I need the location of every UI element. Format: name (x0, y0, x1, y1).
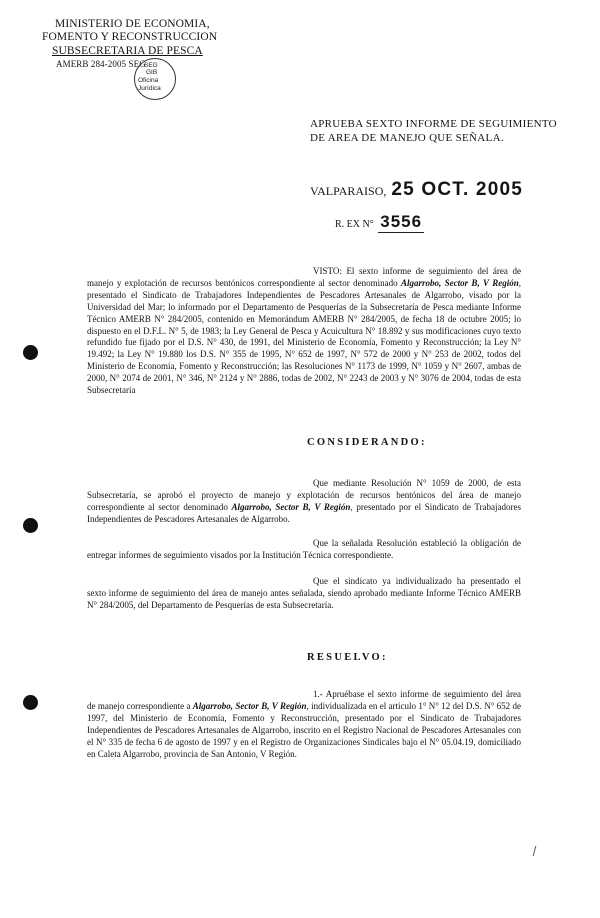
punch-hole-top (23, 345, 38, 360)
amerb-reference: AMERB 284-2005 SEG (56, 59, 146, 69)
resolution-number-block (335, 212, 424, 233)
considerando-paragraph-1 (87, 478, 521, 526)
stamp-line-2: GIB (146, 69, 158, 76)
considerando-1-text-b: , presentado por el Sindicato de Trabajadores Independientes de Pescadores Artesanales de Algarrobo. (87, 501, 521, 524)
considerando-2-text: Que la señalada Resolución estableció la obligación de entregar informes de seguimiento visados por la Institución Técnica correspondiente. (87, 538, 521, 560)
considerando-heading: CONSIDERANDO: (307, 437, 427, 448)
resuelvo-1-sector-name: Algarrobo, Sector B, V Región (192, 700, 307, 711)
office-stamp (134, 58, 176, 100)
visto-text-1: El sexto informe de seguimiento del área de manejo y explotación de recursos bentónicos correspondiente al sector denominado (87, 266, 521, 288)
resuelvo-heading: RESUELVO: (307, 652, 388, 663)
stamp-line-4: Jurídica (138, 85, 161, 92)
rex-label: R. EX N° (335, 219, 374, 230)
punch-hole-bottom (23, 695, 38, 710)
visto-label: VISTO: (313, 266, 342, 276)
visto-text-2: , presentado el Sindicato de Trabajadores Independientes de Pescadores Artesanales de Algarrobo, visado por la Universidad del Mar; lo informado por el Departamento de Pesquerías de la Subsecretaría de Pesca mediante Informe Técnico AMERB N° 284/2005, contenido en Memorándum AMERB N° 284/2005, de fecha 18 de octubre 2005; lo dispuesto en el D.F.L. N° 5, de 1983; la Ley General de Pesca y Acuicultura N° 18.892 y sus modificaciones cuyo texto refundido fue fijado por el D.S. N° 430, de 1991, del Ministerio de Economía, Fomento y Reconstrucción; la Ley N° 19.492; la Ley N° 19.880 los D.S. N° 355 de 1995, N° 652 de 1997, N° 572 de 2000 y N° 253 de 2002, todos del Ministerio de Economía, Fomento y Reconstrucción; las Resoluciones N° 1173 de 1999, N° 1059 y N° 2607, ambas de 2000, N° 2074 de 2001, N° 346, N° 2124 y N° 2886, todas de 2002, N° 2243 de 2003 y N° 3076 de 2004, todas de esta Subsecretaría (87, 277, 521, 396)
rex-number: 3556 (380, 212, 423, 231)
stamp-line-3: Oficina (138, 77, 159, 84)
city-name: VALPARAISO, (310, 184, 387, 198)
visto-paragraph (87, 266, 521, 397)
considerando-paragraph-2 (87, 538, 521, 562)
stamp-line-1: SEG (144, 62, 158, 69)
dateline (310, 179, 523, 201)
resolution-subject-line1: APRUEBA SEXTO INFORME DE SEGUIMIENTO (310, 118, 557, 130)
subsecretaria-name: SUBSECRETARIA DE PESCA (52, 45, 203, 57)
resuelvo-paragraph-1 (87, 689, 521, 760)
considerando-paragraph-3 (87, 576, 521, 612)
resuelvo-1-text-b: , individualizada en el artículo 1° N° 12 del D.S. N° 652 de 1997, del Ministerio de Economía, Fomento y Reconstrucción, presentado por el Sindicato de Trabajadores Independientes de Pescadores Artesanales de Algarrobo, inscrito en el Registro Nacional de Pescadores Artesanales con el N° 335 de fecha 6 de agosto de 1997 y en el Registro de Organizaciones Sindicales bajo el N° 05.04.19, domiciliado en Caleta Algarrobo, provincia de San Antonio, V Región. (87, 700, 521, 759)
margin-mark (533, 846, 543, 856)
ministry-name-line1: MINISTERIO DE ECONOMIA, (55, 18, 210, 30)
resuelvo-1-text-a: 1.- Apruébase el sexto informe de seguimiento del área de manejo correspondiente a (87, 689, 521, 711)
considerando-1-sector-name: Algarrobo, Sector B, V Región (231, 501, 351, 512)
ministry-name-line2: FOMENTO Y RECONSTRUCCION (42, 31, 218, 43)
issue-date: 25 OCT. 2005 (391, 179, 523, 200)
resolution-subject-line2: DE AREA DE MANEJO QUE SEÑALA. (310, 132, 504, 144)
considerando-1-text-a: Que mediante Resolución N° 1059 de 2000, de esta Subsecretaría, se aprobó el proyecto de manejo y explotación de recursos bentónicos del área de manejo correspondiente al sector denominado (87, 478, 521, 512)
punch-hole-middle (23, 518, 38, 533)
considerando-3-text: Que el sindicato ya individualizado ha presentado el sexto informe de seguimiento del área de manejo antes señalada, siendo aprobado mediante Informe Técnico AMERB N° 284/2005, del Departamento de Pesquerías de esta Subsecretaría. (87, 576, 521, 610)
visto-sector-name: Algarrobo, Sector B, V Región (400, 277, 519, 288)
